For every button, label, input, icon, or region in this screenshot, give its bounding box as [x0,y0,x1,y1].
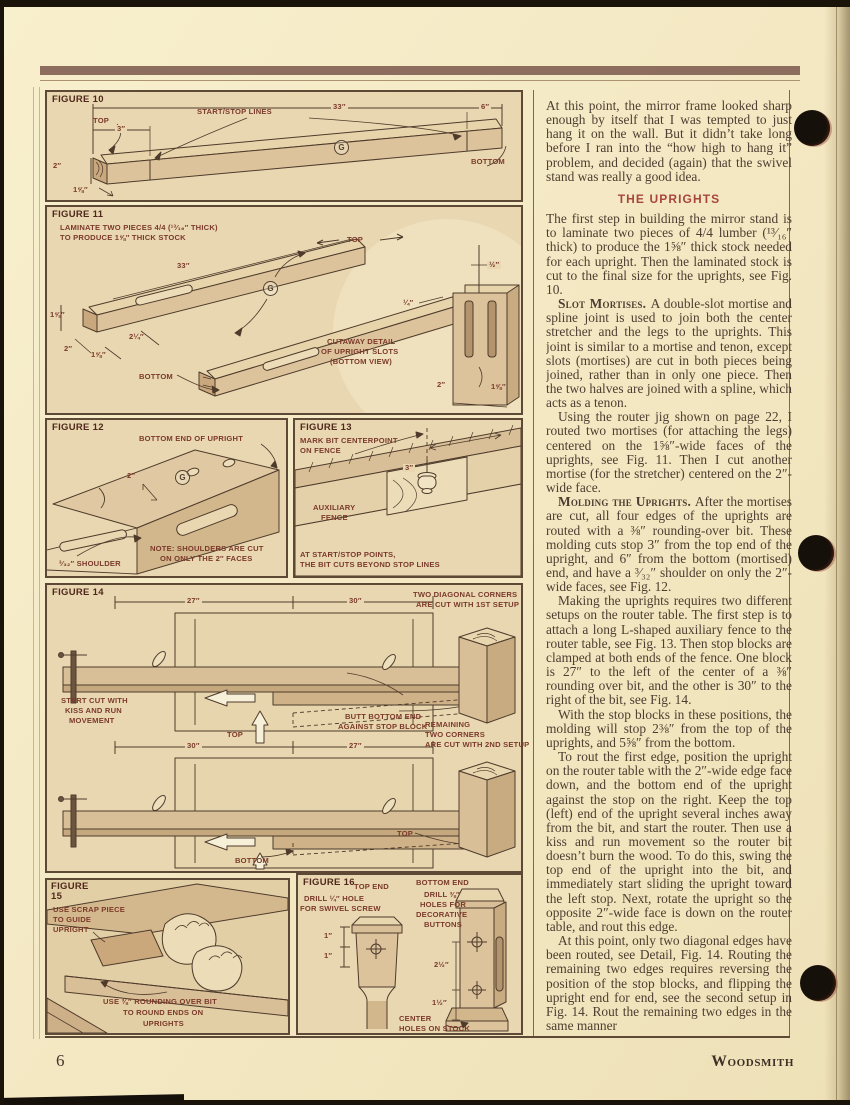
magazine-page [4,7,850,1100]
fig10-dim-33: 33″ [333,102,346,111]
page-crease-line [33,87,34,1039]
fig12-g-mark: G [175,470,190,485]
fig10-dim-158: 1⅝″ [73,185,88,194]
fig13-aux-line2: FENCE [321,513,348,522]
page-edge-line [836,7,837,1100]
fig16-drill14-line2: FOR SWIVEL SCREW [300,904,381,913]
fig15-scrap-line2: TO GUIDE [53,915,92,924]
fig15-round-line2: TO ROUND ENDS ON [123,1008,204,1017]
fig14-corners1-line1: TWO DIAGONAL CORNERS [413,590,518,599]
fig13-note-line1: AT START/STOP POINTS, [300,550,396,559]
fig16-drill38-line3: DECORATIVE [416,910,468,919]
fig11-cutaway-line1: CUTAWAY DETAIL [327,337,396,346]
fig16-center-line1: CENTER [399,1014,432,1023]
fig10-startstop-label: START/STOP LINES [197,107,272,116]
fig14-corners2-line2: TWO CORNERS [425,730,485,739]
section-heading: THE UPRIGHTS [617,191,721,206]
fig11-top-label: TOP [347,235,364,244]
figure-15 [45,878,290,1035]
fig15-round-line3: UPRIGHTS [143,1019,184,1028]
top-thin-rule [40,80,800,81]
article-paragraph: At this point, only two diagonal edges have been routed, see Detail, Fig. 14. Routing the remaining two edges requires reversing the position of the stop blocks, and flipping the upright end for end, see the second setup in Fig. 14. Rout the remaining two edges in the same manner [546,933,792,1033]
fig16-drill38-line1: DRILL ⅜″ [424,890,460,899]
fig14-dim-30-first: 30″ [349,596,362,605]
fig11-dim-2b: 2″ [437,380,446,389]
figure-16-title: FIGURE 16 [303,877,355,888]
article-paragraph: Using the router jig shown on page 22, I routed two mortises (for attaching the legs) centered on the 1⅝″-wide faces of the uprights, see Fig. 11. Then I cut another mortise (for the stretcher) centered on the 2″-wide face. [546,409,792,496]
fig16-dim-212: 2½″ [434,960,449,969]
article-paragraph: Slot Mortises. A double-slot mortise and spline joint is used to join both the center stretcher and the legs to the uprights. This joint is similar to a mortise and tenon, except slots (mortises) are cut in both pieces being joined, rather than in only one piece. Then the two halves are joined with a spline, which acts as a tenon. [546,296,792,411]
article-text-column [546,99,792,1041]
figure-12 [45,418,288,578]
fig13-mark-line2: ON FENCE [300,446,341,455]
fig11-dim-2a: 2″ [64,344,73,353]
article-paragraph: Molding the Uprights. After the mortises are cut, all four edges of the uprights are routed with a ⅜″ rounding-over bit. These molding cuts stop 3″ from the top end of the upright, and 6″ from the bottom (mortised) end, and have a ³⁄₃₂″ shoulder on only the 2″-wide faces, see Fig. 12. [546,494,792,595]
figure-14 [45,583,530,873]
fig13-mark-line1: MARK BIT CENTERPOINT [300,436,398,445]
fig12-note-line2: ON ONLY THE 2″ FACES [160,554,253,563]
fig16-bottom-end-label: BOTTOM END [416,878,469,887]
fig14-top-second: TOP [397,829,414,838]
fig11-laminate-line1: LAMINATE TWO PIECES 4/4 (¹³⁄₁₆″ THICK) [60,223,218,232]
fig11-dim-158b: 1⅝″ [91,350,106,359]
figure-13 [293,418,523,578]
article-paragraph: The first step in building the mirror stand is to laminate two pieces of 4/4 lumber (¹³⁄₁₆″ thick) to produce the 1⅝″ thick stock needed for each upright. Then the laminated stock is cut to the final size for the uprights, see Fig. 10. [546,211,792,297]
figure-11-title: FIGURE 11 [52,209,104,220]
paragraph-lead: Slot Mortises. [558,296,647,312]
fig16-dim-1-second: 1″ [324,951,333,960]
fig16-dim-1-first: 1″ [324,931,333,940]
fig14-dim-27-first: 27″ [187,596,200,605]
fig14-bottom-label: BOTTOM [235,856,269,865]
fig14-corners2-line3: ARE CUT WITH 2ND SETUP [425,740,530,749]
fig14-butt-line2: AGAINST STOP BLOCK [338,722,428,731]
punch-hole [794,110,830,146]
fig14-corners1-line2: ARE CUT WITH 1ST SETUP [416,600,520,609]
figure-12-title: FIGURE 12 [52,422,104,433]
fig11-dim-158c: 1⅝″ [491,382,506,391]
fig11-dim-14: ¼″ [403,298,414,307]
article-paragraph: Making the uprights requires two different setups on the router table. The first step is to attach a long L-shaped auxiliary fence to the router table, see Fig. 13. Then stop blocks are clamped at both ends of the fence. One block is 27″ to the left of the center of a ⅜″ rounding over bit, and the other is 30″ to the right of the bit, see Fig. 14. [546,593,792,708]
fig11-dim-12: ½″ [489,260,500,269]
fig11-cutaway-line2: OF UPRIGHT SLOTS [321,347,399,356]
page-number: 6 [56,1051,65,1070]
figure-11 [45,205,523,415]
fig11-cutaway-line3: (BOTTOM VIEW) [330,357,392,366]
fig12-note-line1: NOTE: SHOULDERS ARE CUT [150,544,264,553]
fig14-butt-line1: BUTT BOTTOM END [345,712,422,721]
fig15-round-line1: USE ⅜″ ROUNDING OVER BIT [103,997,217,1006]
fig10-g-mark: G [334,140,349,155]
article-intro-paragraph: At this point, the mirror frame looked sharp enough by itself that I was tempted to just hang it on the wall. But it didn’t take long before I ran into the “how high to hang it” problem, and decided (again) that the swivel stand was really a good idea. [546,99,792,184]
fig12-dim-2: 2″ [127,471,136,480]
top-rule-bar [40,66,800,75]
figure-15-title-line1: FIGURE [51,881,89,892]
punch-hole [800,965,836,1001]
figure-10-title: FIGURE 10 [52,94,104,105]
fig14-corners2-line1: REMAINING [425,720,471,729]
fig14-dim-27-second: 27″ [349,741,362,750]
fig16-dim-112: 1½″ [432,998,447,1007]
fig16-drill14-line1: DRILL ¼″ HOLE [304,894,365,903]
fig10-dim-2: 2″ [53,161,62,170]
paragraph-lead: Molding the Uprights. [558,494,692,510]
fig13-dim-3: 3″ [405,463,414,472]
fig16-drill38-line4: BUTTONS [424,920,462,929]
fig13-note-line2: THE BIT CUTS BEYOND STOP LINES [300,560,440,569]
fig15-scrap-line1: USE SCRAP PIECE [53,905,126,914]
page-crease-line [39,87,40,1039]
fig14-dim-30-second: 30″ [187,741,200,750]
fig14-start-line2: KISS AND RUN [65,706,122,715]
fig11-dim-33: 33″ [177,261,190,270]
punch-hole [798,535,834,571]
column-rule-left [533,90,534,1038]
article-paragraph: With the stop blocks in these positions, the molding will stop 2⅜″ from the top of the uprights, and 5⅝″ from the bottom. [546,706,792,750]
figure-16 [296,873,523,1035]
figure-15-title-line2: 15 [51,891,63,902]
fig11-g-mark: G [263,281,278,296]
figure-10-drawing [47,92,521,200]
fig10-bottom-label: BOTTOM [471,157,505,166]
fig10-dim-6: 6″ [481,102,490,111]
magazine-brand: Woodsmith [711,1053,794,1070]
figure-14-title: FIGURE 14 [52,587,104,598]
fig14-top-first: TOP [227,730,244,739]
figure-10 [45,90,523,202]
fig16-center-line2: HOLES ON STOCK [399,1024,471,1033]
fig11-bottom-label: BOTTOM [139,372,173,381]
fig10-dim-3: 3″ [117,124,126,133]
fig14-start-line3: MOVEMENT [69,716,115,725]
article-paragraph: To rout the first edge, position the upright on the router table with the 2″-wide edge face down, and the bottom end of the upright against the stop on the right. Keep the top (left) end of the upright several inches away from the bit, and start the router. Then use a kiss and run movement so the router bit doesn’t burn the wood. To do this, swing the top end of the upright into the bit, and immediately start sliding the upright toward the left stop. Next, rotate the upright so the opposite 2″-wide face is down on the router table, and rout this edge. [546,749,792,934]
fig11-dim-214: 2¼″ [129,332,144,341]
fig12-shoulder-label: ³⁄₃₂″ SHOULDER [59,559,121,568]
figure-13-title: FIGURE 13 [300,422,352,433]
fig11-dim-158a: 1⅝″ [50,310,65,319]
fig16-top-end-label: TOP END [354,882,389,891]
fig11-laminate-line2: TO PRODUCE 1⅝″ THICK STOCK [60,233,186,242]
fig10-top-label: TOP [93,116,110,125]
fig16-drill38-line2: HOLES FOR [420,900,467,909]
fig12-bottom-end-label: BOTTOM END OF UPRIGHT [139,434,244,443]
fig15-scrap-line3: UPRIGHT [53,925,89,934]
fig13-aux-line1: AUXILIARY [313,503,356,512]
fig14-start-line1: START CUT WITH [61,696,128,705]
